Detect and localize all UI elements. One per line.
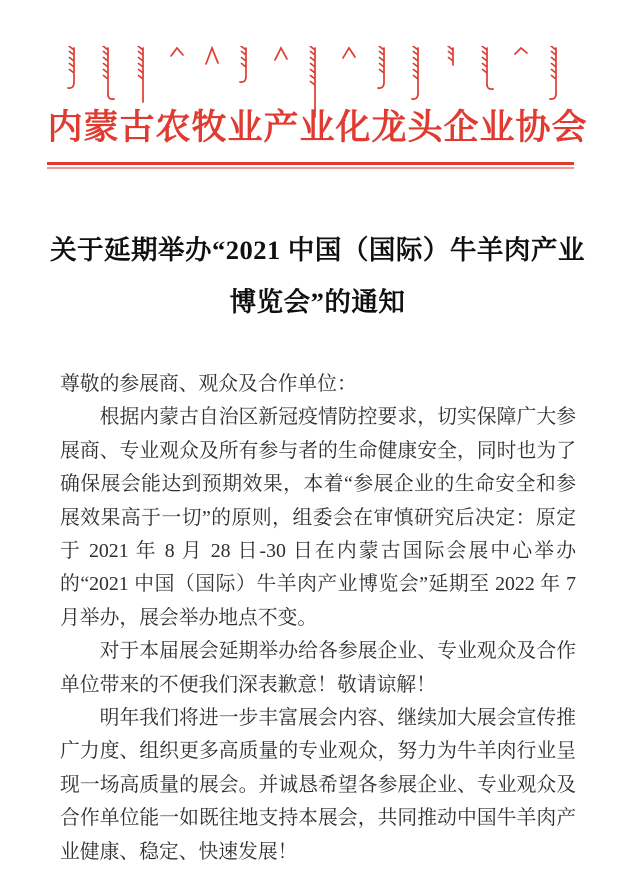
mongolian-word-glyph — [273, 46, 289, 62]
notice-title-line-2: 博览会”的通知 — [229, 287, 406, 317]
mongolian-word-glyph — [66, 46, 82, 90]
notice-title-line-1: 关于延期举办“2021 中国（国际）牛羊肉产业 — [50, 235, 585, 265]
notice-body — [60, 368, 576, 869]
mongolian-word-glyph — [238, 46, 254, 84]
mongolian-word-glyph — [169, 46, 185, 58]
mongolian-word-glyph — [513, 46, 529, 56]
mongolian-word-glyph — [341, 46, 357, 60]
mongolian-word-glyph — [376, 46, 392, 90]
divider-thin-line — [47, 167, 574, 169]
organization-name: 内蒙古农牧业产业化龙头企业协会 — [47, 108, 588, 147]
letterhead-divider — [47, 162, 574, 169]
mongolian-word-glyph — [100, 46, 116, 102]
mongolian-word-glyph — [445, 46, 461, 71]
salutation: 尊敬的参展商、观众及合作单位： — [60, 373, 357, 395]
mongolian-word-glyph — [410, 46, 426, 101]
mongolian-word-glyph — [548, 46, 564, 101]
mongolian-word-glyph — [204, 46, 220, 66]
paragraph-3: 明年我们将进一步丰富展会内容、继续加大展会宣传推广力度、组织更多高质量的专业观众，努力为牛羊肉行业呈现一场高质量的展会。并诚恳希望各参展企业、专业观众及合作单位能一如既往地支持本展会，共同推动中国牛羊肉产业健康、稳定、快速发展！ — [60, 707, 576, 863]
paragraph-2: 对于本届展会延期举办给各参展企业、专业观众及合作单位带来的不便我们深表歉意！敬请谅解！ — [60, 640, 576, 696]
mongolian-word-glyph — [135, 46, 151, 108]
notice-title — [0, 224, 635, 328]
divider-thick-line — [47, 162, 574, 165]
mongolian-word-glyph — [479, 46, 495, 92]
paragraph-1: 根据内蒙古自治区新冠疫情防控要求，切实保障广大参展商、专业观众及所有参与者的生命健康安全，同时也为了确保展会能达到预期效果，本着“参展企业的生命安全和参展效果高于一切”的原则，组委会在审慎研究后决定：原定于 2021 年 8 月 28 日-30 日在内蒙古国际会展中心举办的“2021 中国（国际）牛羊肉产业博览会”延期至 2022 年 7 月举办，展会举办地点不变。 — [60, 406, 576, 629]
